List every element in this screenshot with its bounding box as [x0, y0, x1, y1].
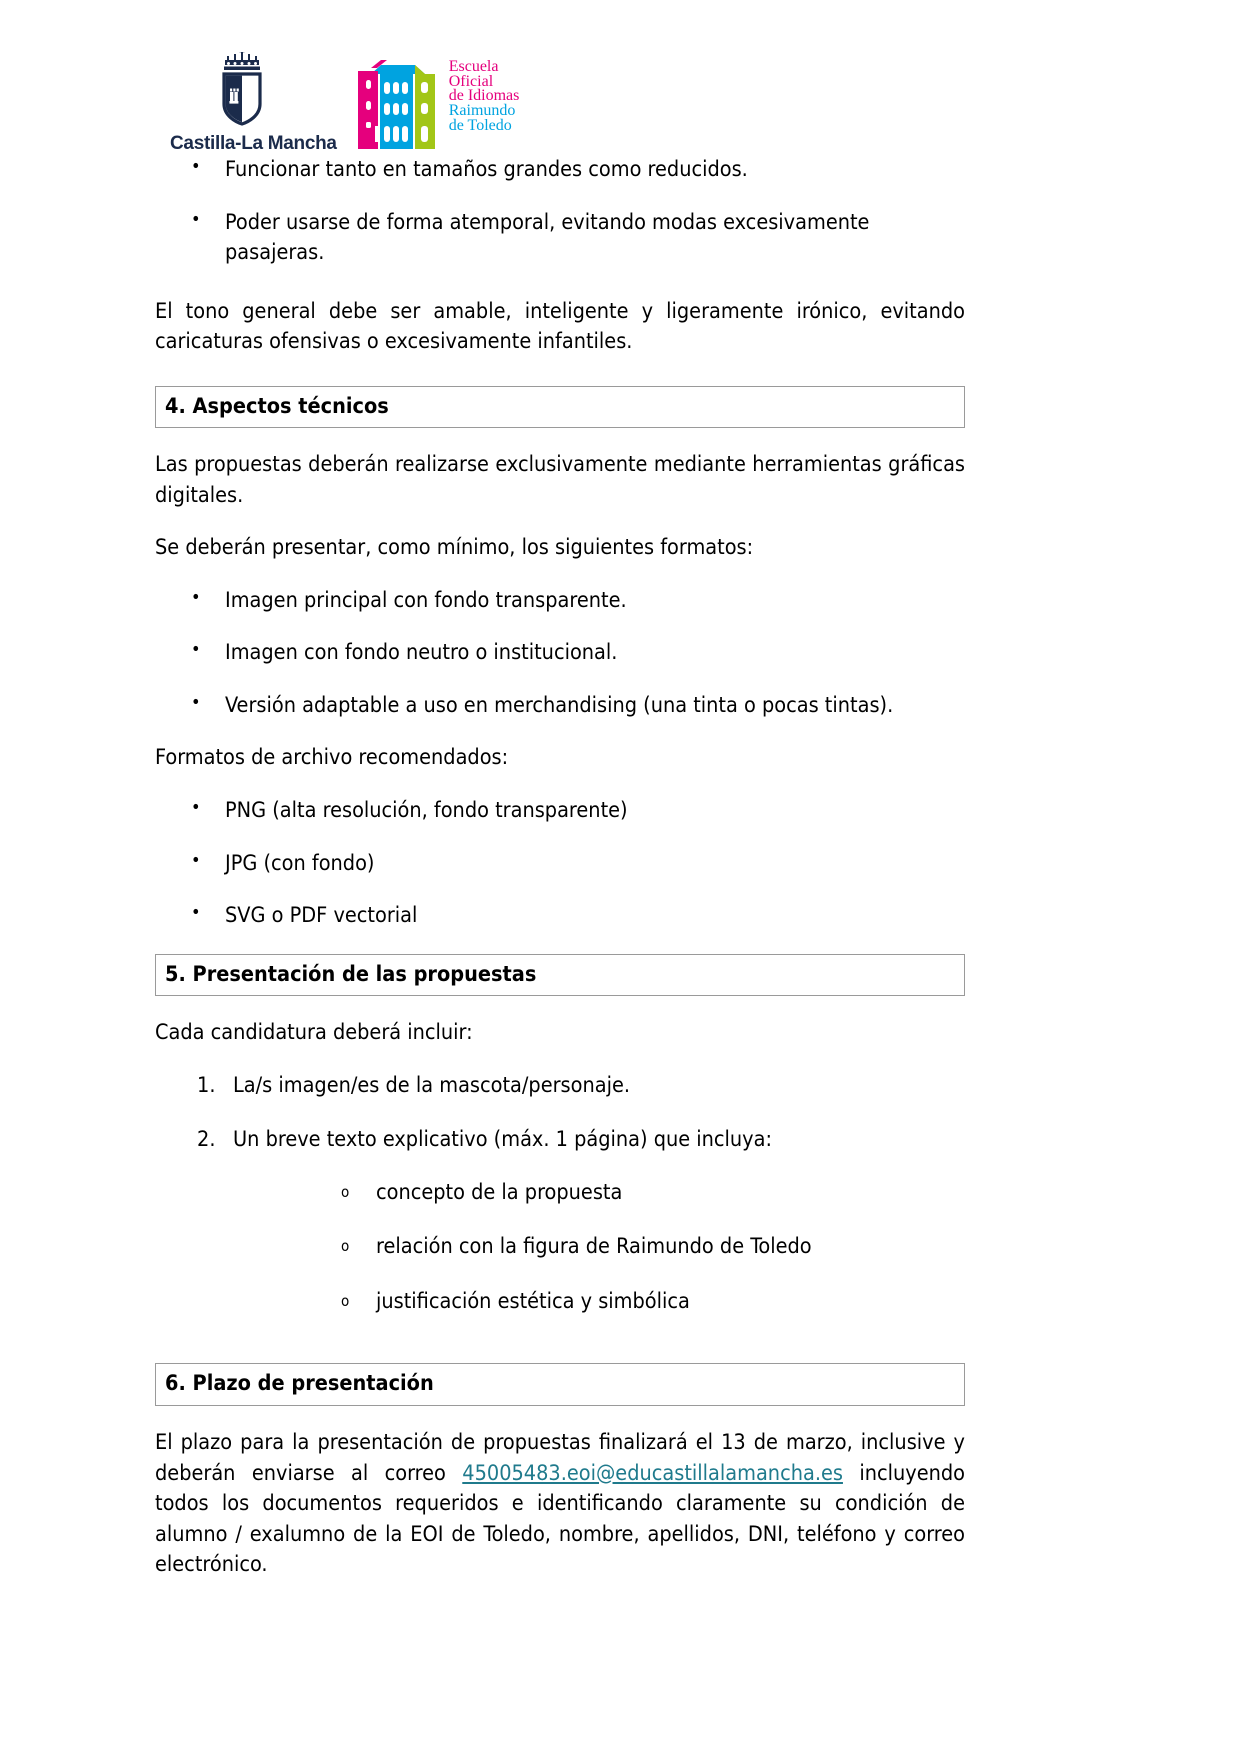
- eoi-word-oficial: Oficial: [448, 72, 494, 90]
- castilla-la-mancha-logo: [170, 52, 337, 155]
- tone-paragraph: El tono general debe ser amable, inteligente y ligeramente irónico, evitando caricaturas ofensivas o excesivamente infantiles.: [155, 298, 965, 355]
- section4-formats-lead: Se deberán presentar, como mínimo, los siguientes formatos:: [155, 535, 754, 561]
- explanatory-text-sublist: [233, 1178, 965, 1318]
- section6-paragraph: [155, 1428, 965, 1581]
- list-item: • PNG (alta resolución, fondo transparente): [155, 796, 965, 827]
- candidature-requirements-list: [155, 1071, 965, 1318]
- deadline-text-before: El plazo para la presentación de propuestas finalizará el 13 de marzo, inclusive y deberán enviarse al correo: [155, 1430, 965, 1486]
- spacer: [155, 511, 965, 533]
- eoi-toledo-logo: [351, 56, 520, 155]
- section-heading-6: 6. Plazo de presentación: [155, 1363, 965, 1406]
- list-item: • Imagen con fondo neutro o institucional.: [155, 638, 965, 669]
- section5-lead: Cada candidatura deberá incluir:: [155, 1020, 473, 1046]
- spacer: [155, 269, 965, 297]
- list-item: La/s imagen/es de la mascota/personaje.: [233, 1072, 630, 1098]
- eoi-building-icon: [351, 56, 444, 153]
- spacer: [155, 564, 965, 586]
- required-formats-list: [155, 586, 965, 722]
- spacer: [155, 1049, 965, 1071]
- list-item-label: Un breve texto explicativo (máx. 1 página) que incluya:: [233, 1127, 773, 1153]
- section-heading-4: 4. Aspectos técnicos: [155, 386, 965, 429]
- document-body: [155, 155, 965, 1581]
- list-item: • JPG (con fondo): [155, 849, 965, 880]
- spacer: [155, 932, 965, 954]
- spacer: [155, 1406, 965, 1428]
- eoi-logo-wordmark: [449, 56, 520, 134]
- sub-list-item: o justificación estética y simbólica: [233, 1287, 965, 1318]
- design-criteria-list: [155, 155, 965, 269]
- spacer: [155, 721, 965, 743]
- eoi-word-de-toledo: de Toledo: [448, 116, 512, 134]
- spacer: [155, 996, 965, 1018]
- spacer: [155, 358, 965, 386]
- eoi-word-escuela: Escuela: [448, 58, 499, 75]
- section4-intro: Las propuestas deberán realizarse exclusivamente mediante herramientas gráficas digitales.: [155, 452, 965, 508]
- document-header: [170, 52, 519, 155]
- section-heading-5: 5. Presentación de las propuestas: [155, 954, 965, 997]
- deadline-text-after: incluyendo todos los documentos requeridos e identificando claramente su condición de alumno / exalumno de la EOI de Toledo, nombre, apellidos, DNI, teléfono y correo electrónico.: [155, 1460, 965, 1578]
- spacer: [155, 428, 965, 450]
- eoi-word-raimundo: Raimundo: [448, 102, 516, 120]
- list-item: • Funcionar tanto en tamaños grandes como reducidos.: [155, 155, 965, 186]
- list-item: • Imagen principal con fondo transparente.: [155, 586, 965, 617]
- sub-list-item: o concepto de la propuesta: [233, 1178, 965, 1209]
- castilla-la-mancha-coat-of-arms-icon: [216, 52, 290, 130]
- list-item: • Versión adaptable a uso en merchandising (una tinta o pocas tintas).: [155, 691, 965, 722]
- list-item: [155, 1125, 965, 1317]
- section4-files-lead: Formatos de archivo recomendados:: [155, 745, 509, 771]
- file-formats-list: [155, 796, 965, 932]
- list-item: • SVG o PDF vectorial: [155, 901, 965, 932]
- eoi-word-de-idiomas: de Idiomas: [448, 87, 520, 105]
- spacer: [155, 774, 965, 796]
- email-link[interactable]: 45005483.eoi@educastillalamancha.es: [462, 1460, 843, 1486]
- region-logo-label: Castilla-La Mancha: [170, 133, 337, 154]
- list-item: • Poder usarse de forma atemporal, evitando modas excesivamente pasajeras.: [155, 208, 965, 269]
- spacer: [155, 1341, 965, 1363]
- sub-list-item: o relación con la figura de Raimundo de Toledo: [233, 1232, 965, 1263]
